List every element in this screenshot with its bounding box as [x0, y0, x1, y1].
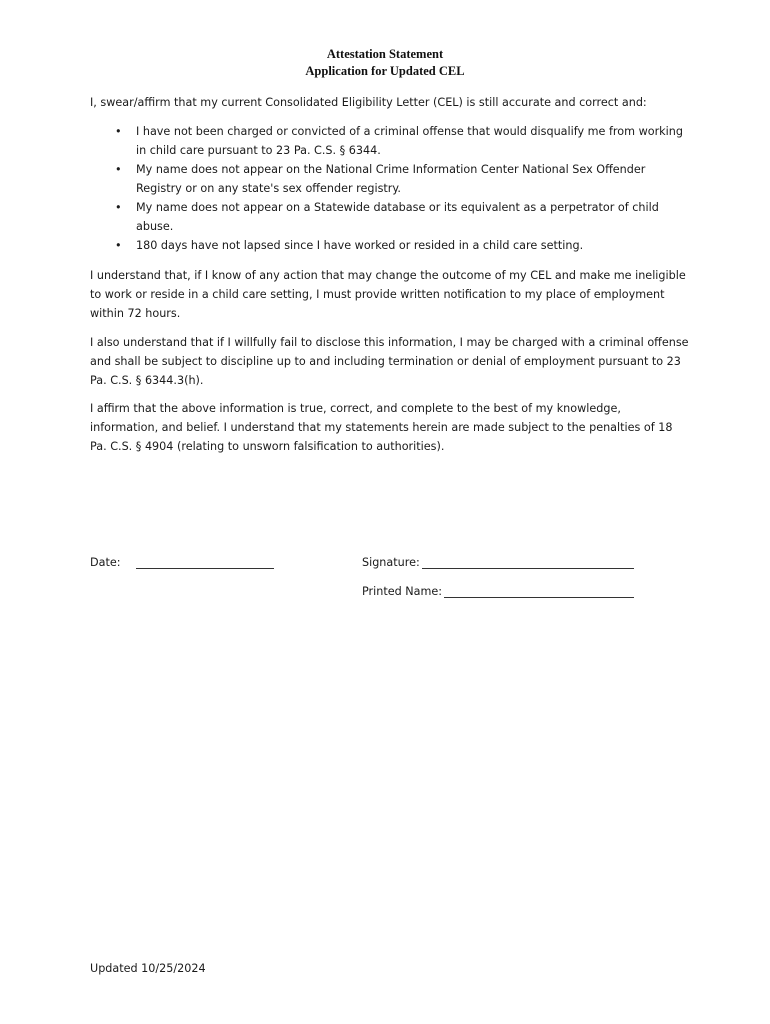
list-item: [90, 160, 690, 198]
date-field[interactable]: [136, 568, 274, 569]
updated-date: Updated 10/25/2024: [90, 962, 206, 975]
signature-label: Signature:: [362, 556, 420, 569]
document-title: Attestation Statement: [326, 47, 444, 61]
list-item-text: 180 days have not lapsed since I have worked or resided in a child care setting.: [136, 239, 584, 252]
list-item-text: I have not been charged or convicted of a criminal offense that would disqualify me from working in child care pursuant to 23 Pa. C.S. § 6344.: [136, 125, 683, 157]
affirmation-paragraph: I affirm that the above information is true, correct, and complete to the best of my knowledge, information, and belief. I understand that my statements herein are made subject to the penalties of 18 Pa. C.S. § 4904 (relating to unsworn falsification to authorities).: [90, 402, 673, 453]
document-subtitle: Application for Updated CEL: [305, 64, 465, 78]
printed-name-label: Printed Name:: [362, 585, 443, 598]
notification-paragraph: I understand that, if I know of any action that may change the outcome of my CEL and make me ineligible to work or reside in a child care setting, I must provide written notification to my place of employment within 72 hours.: [90, 269, 686, 320]
bullet-icon: •: [115, 125, 122, 138]
disclosure-paragraph: I also understand that if I willfully fail to disclose this information, I may be charged with a criminal offense and shall be subject to discipline up to and including termination or denial of employment pursuant to 23 Pa. C.S. § 6344.3(h).: [90, 336, 689, 387]
bullet-icon: •: [115, 201, 122, 214]
list-item: [90, 122, 690, 160]
list-item: [90, 236, 690, 255]
bullet-icon: •: [115, 163, 122, 176]
printed-name-field[interactable]: [444, 597, 634, 598]
signature-field[interactable]: [422, 568, 634, 569]
date-label: Date:: [90, 556, 121, 569]
intro-paragraph: I, swear/affirm that my current Consolidated Eligibility Letter (CEL) is still accurate and correct and:: [90, 96, 647, 109]
list-item-text: My name does not appear on the National Crime Information Center National Sex Offender Registry or on any state's sex offender registry.: [136, 163, 646, 195]
list-item: [90, 198, 690, 236]
attestation-list: [90, 122, 690, 255]
list-item-text: My name does not appear on a Statewide database or its equivalent as a perpetrator of child abuse.: [136, 201, 659, 233]
title-block: [0, 46, 770, 80]
bullet-icon: •: [115, 239, 122, 252]
